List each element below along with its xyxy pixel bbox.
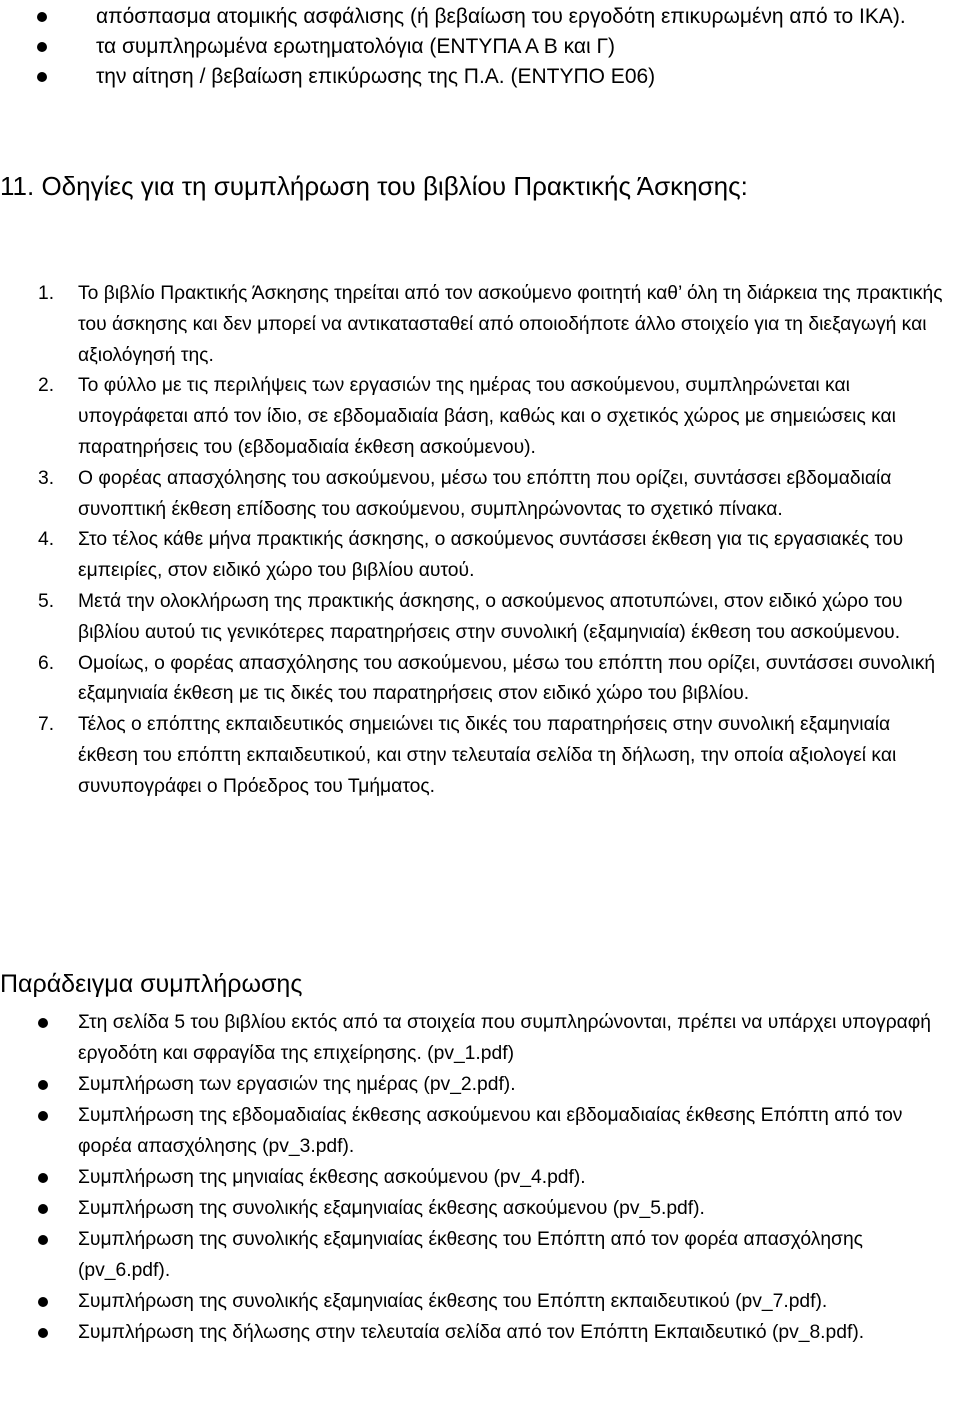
- instruction-text: Το φύλλο με τις περιλήψεις των εργασιών της ημέρας του ασκούμενου, συμπληρώνεται και υπογράφεται από τον ίδιο, σε εβδομαδιαία βάση, καθώς και ο σχετικός χώρος με σημειώσεις και παρατηρήσεις του (εβδομαδιαία έκθεση ασκούμενου).: [78, 375, 896, 458]
- bullet-icon: [37, 42, 47, 52]
- list-item: [0, 1193, 960, 1224]
- bullet-icon: [38, 1018, 48, 1028]
- list-item: [0, 1224, 960, 1286]
- list-item-text: τα συμπληρωμένα ερωτηματολόγια (ΕΝΤΥΠΑ Α Β και Γ): [96, 35, 616, 58]
- list-item: [0, 1286, 960, 1317]
- list-item-text: Συμπλήρωση της μηνιαίας έκθεσης ασκούμενου (pv_4.pdf).: [78, 1167, 586, 1188]
- instruction-item: [0, 525, 960, 587]
- list-item: [0, 1162, 960, 1193]
- example-list: [0, 1007, 960, 1348]
- instruction-item: [0, 587, 960, 649]
- list-item-text: Συμπλήρωση της συνολικής εξαμηνιαίας έκθεσης του Επόπτη από τον φορέα απασχόλησης (pv_6.pdf).: [78, 1229, 863, 1281]
- list-item: [0, 1100, 960, 1162]
- list-item-text: Συμπλήρωση των εργασιών της ημέρας (pv_2.pdf).: [78, 1074, 516, 1095]
- list-item-text: Συμπλήρωση της συνολικής εξαμηνιαίας έκθεσης του Επόπτη εκπαιδευτικού (pv_7.pdf).: [78, 1291, 828, 1312]
- section-heading: 11. Οδηγίες για τη συμπλήρωση του βιβλίου Πρακτικής Άσκησης:: [0, 171, 748, 201]
- instruction-number: 5.: [38, 590, 55, 612]
- list-item-text: Συμπλήρωση της συνολικής εξαμηνιαίας έκθεσης ασκούμενου (pv_5.pdf).: [78, 1198, 705, 1219]
- bullet-icon: [38, 1297, 48, 1307]
- list-item: [0, 2, 960, 32]
- required-documents-list: [0, 2, 960, 92]
- instruction-number: 7.: [38, 714, 55, 736]
- bullet-icon: [38, 1204, 48, 1214]
- instruction-number: 3.: [38, 467, 55, 489]
- instruction-text: Ομοίως, ο φορέας απασχόλησης του ασκούμενου, μέσω του επόπτη που ορίζει, συντάσσει συνολική εξαμηνιαία έκθεση με τις δικές του παρατηρήσεις στον ειδικό χώρο του βιβλίου.: [78, 652, 936, 705]
- instruction-text: Ο φορέας απασχόλησης του ασκούμενου, μέσω του επόπτη που ορίζει, συντάσσει εβδομαδιαία συνοπτική έκθεση επίδοσης του ασκούμενου, συμπληρώνοντας το σχετικό πίνακα.: [78, 467, 892, 520]
- instruction-number: 2.: [38, 375, 55, 397]
- instruction-number: 6.: [38, 652, 55, 674]
- bullet-icon: [37, 12, 47, 22]
- example-heading: Παράδειγμα συμπλήρωσης: [0, 970, 303, 998]
- instruction-text: Στο τέλος κάθε μήνα πρακτικής άσκησης, ο ασκούμενος συντάσσει έκθεση για τις εργασιακές του εμπειρίες, στον ειδικό χώρο του βιβλίου αυτού.: [78, 529, 904, 582]
- instruction-item: [0, 279, 960, 371]
- instruction-number: 4.: [38, 529, 55, 551]
- bullet-icon: [38, 1080, 48, 1090]
- list-item: [0, 1007, 960, 1069]
- list-item-text: απόσπασμα ατομικής ασφάλισης (ή βεβαίωση του εργοδότη επικυρωμένη από το ΙΚΑ).: [96, 5, 906, 28]
- instruction-item: [0, 710, 960, 802]
- bullet-icon: [38, 1235, 48, 1245]
- list-item: [0, 1317, 960, 1348]
- bullet-icon: [37, 72, 47, 82]
- list-item: [0, 62, 960, 92]
- list-item: [0, 32, 960, 62]
- instruction-text: Μετά την ολοκλήρωση της πρακτικής άσκησης, ο ασκούμενος αποτυπώνει, στον ειδικό χώρο του βιβλίου αυτού τις γενικότερες παρατηρήσεις στην συνολική (εξαμηνιαία) έκθεση του ασκούμενου.: [78, 590, 903, 643]
- bullet-icon: [38, 1111, 48, 1121]
- list-item-text: Συμπλήρωση της εβδομαδιαίας έκθεσης ασκούμενου και εβδομαδιαίας έκθεσης Επόπτη από τον φορέα απασχόλησης (pv_3.pdf).: [78, 1105, 903, 1157]
- instruction-item: [0, 371, 960, 463]
- list-item-text: Στη σελίδα 5 του βιβλίου εκτός από τα στοιχεία που συμπληρώνονται, πρέπει να υπάρχει υπογραφή εργοδότη και σφραγίδα της επιχείρησης. (pv_1.pdf): [78, 1012, 932, 1064]
- list-item-text: Συμπλήρωση της δήλωσης στην τελευταία σελίδα από τον Επόπτη Εκπαιδευτικό (pv_8.pdf).: [78, 1322, 865, 1343]
- bullet-icon: [38, 1173, 48, 1183]
- instruction-text: Τέλος ο επόπτης εκπαιδευτικός σημειώνει τις δικές του παρατηρήσεις στην συνολική εξαμηνιαία έκθεση του επόπτη εκπαιδευτικού, και στην τελευταία σελίδα τη δήλωση, την οποία αξιολογεί και συνυπογράφει ο Πρόεδρος του Τμήματος.: [78, 714, 897, 797]
- instructions-list: [0, 279, 960, 803]
- instruction-item: [0, 464, 960, 526]
- list-item: [0, 1069, 960, 1100]
- bullet-icon: [38, 1328, 48, 1338]
- list-item-text: την αίτηση / βεβαίωση επικύρωσης της Π.Α. (ΕΝΤΥΠΟ Ε06): [96, 65, 656, 88]
- instruction-item: [0, 649, 960, 711]
- instruction-text: Το βιβλίο Πρακτικής Άσκησης τηρείται από τον ασκούμενο φοιτητή καθ’ όλη τη διάρκεια της πρακτικής του άσκησης και δεν μπορεί να αντικατασταθεί από οποιοδήποτε άλλο στοιχείο για τη διεξαγωγή και αξιολόγησή της.: [78, 283, 943, 366]
- instruction-number: 1.: [38, 283, 55, 304]
